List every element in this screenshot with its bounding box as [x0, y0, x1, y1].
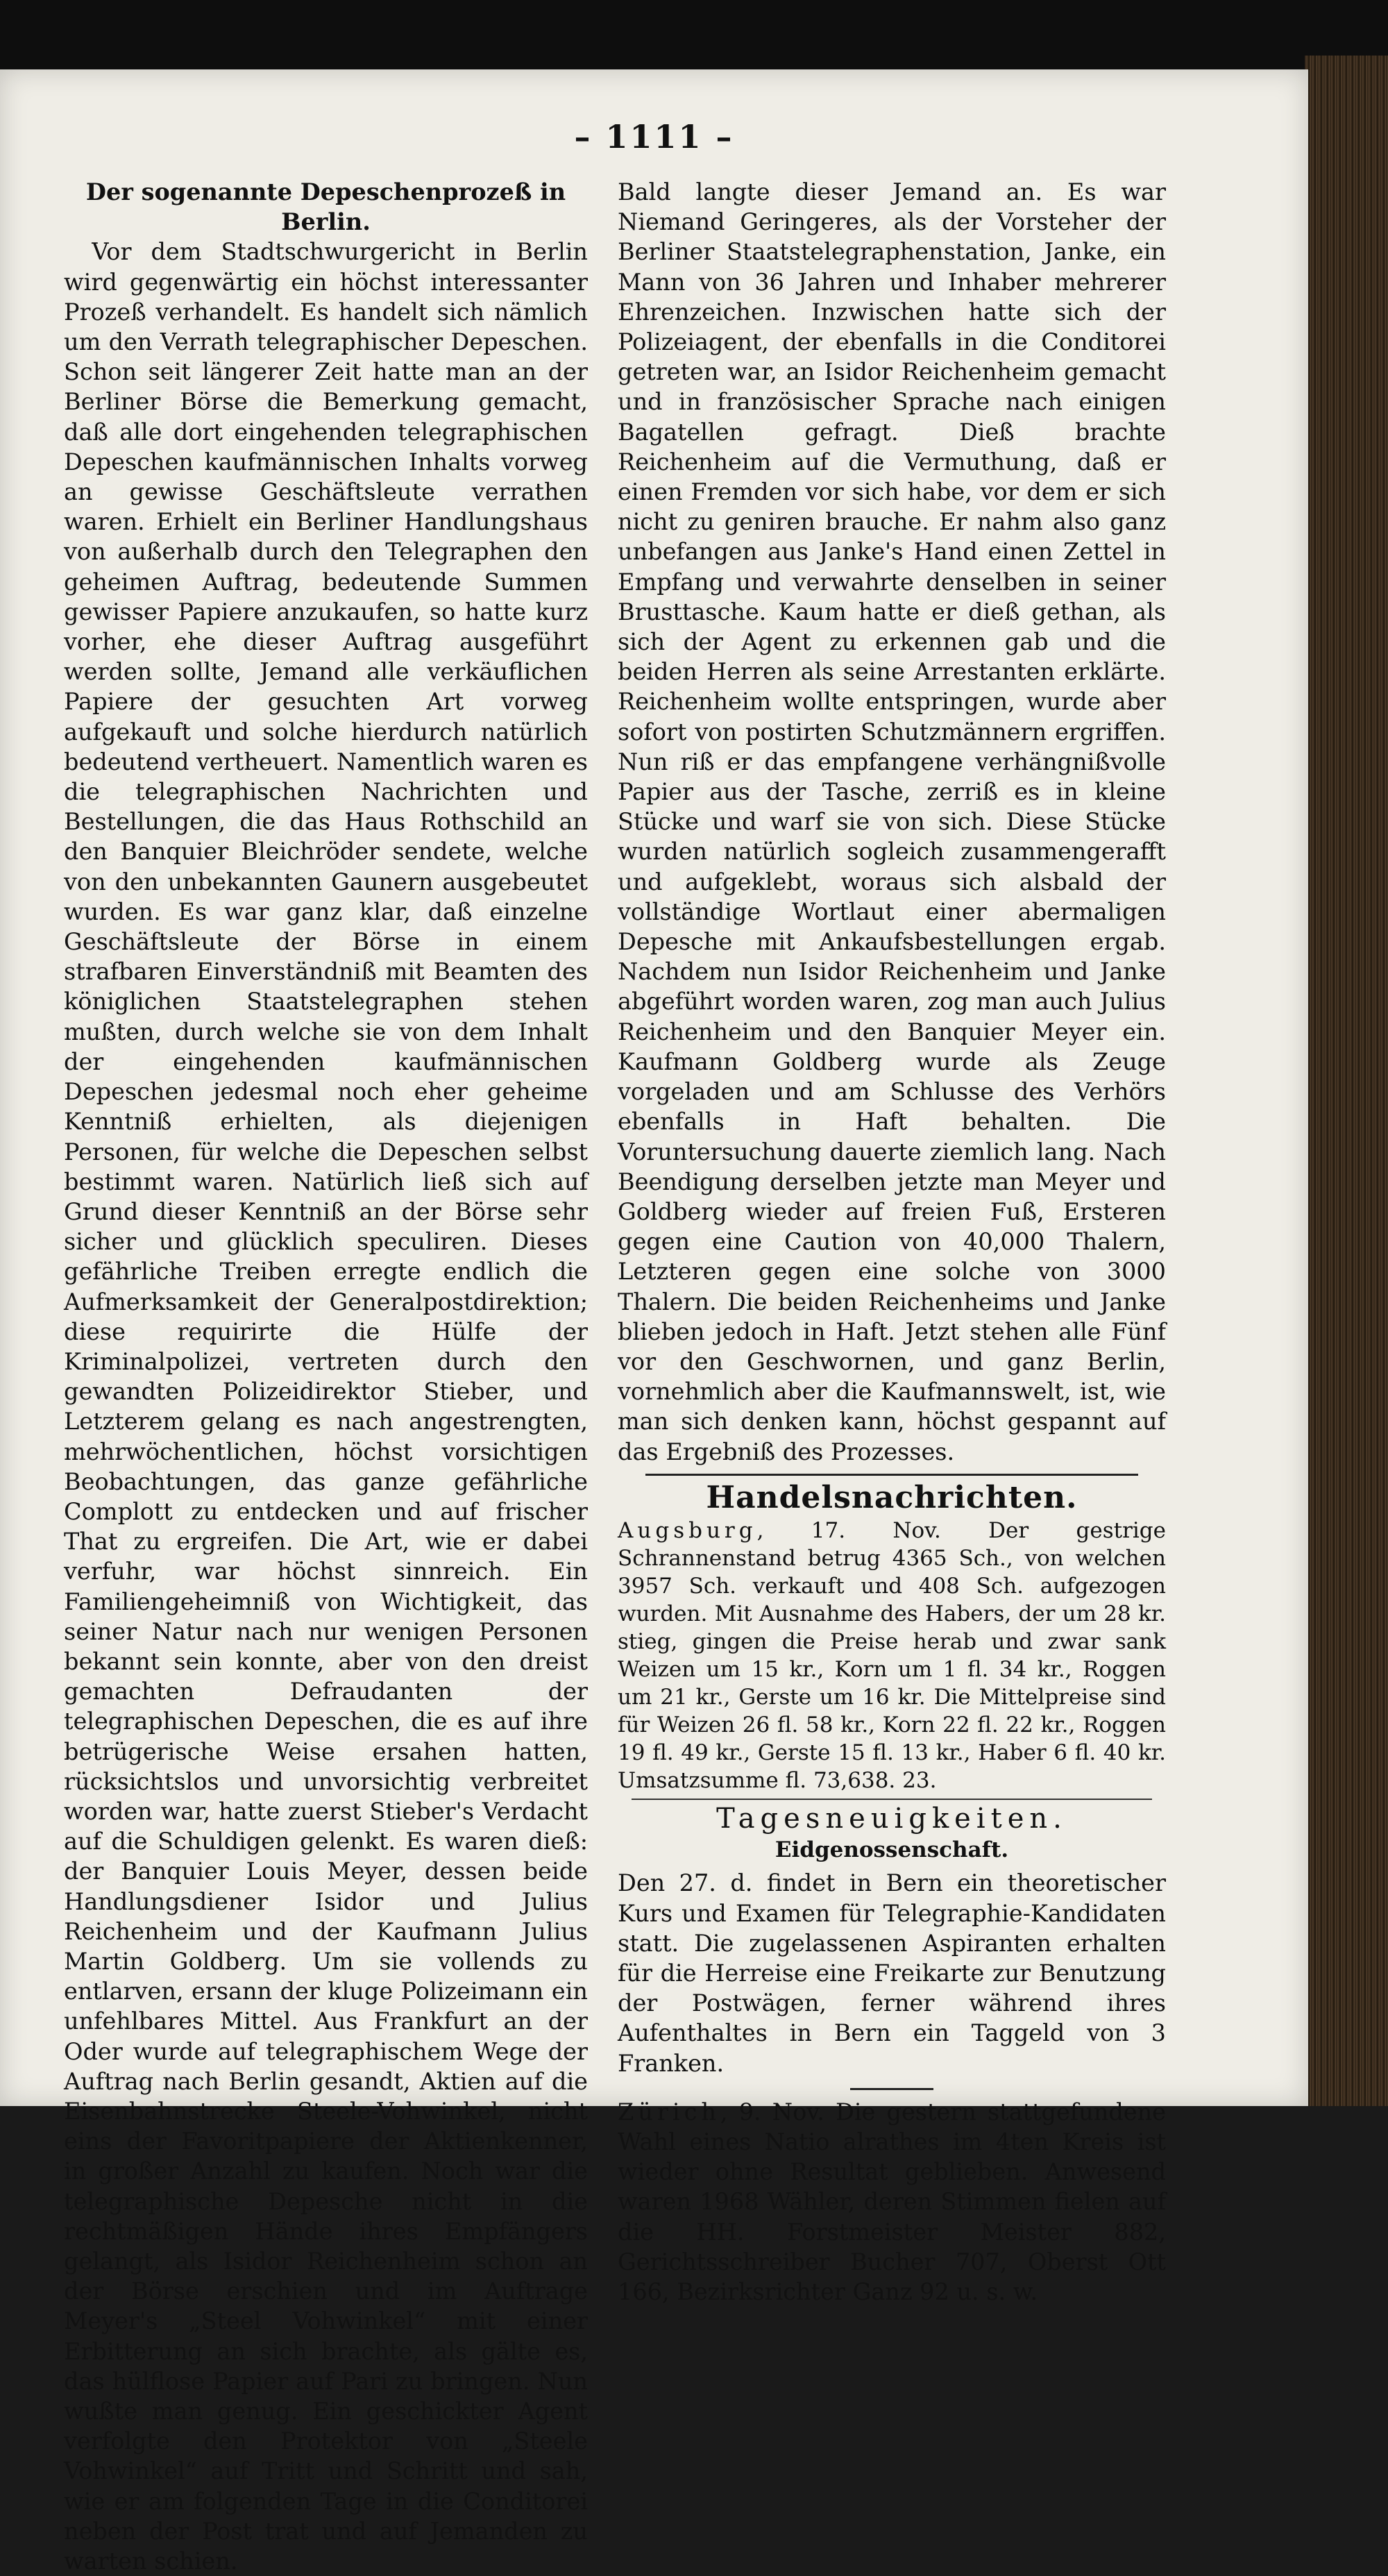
section-divider — [632, 1799, 1152, 1800]
news-text: , 9. Nov. Die gestern stattgefundene Wahl eines Natio alrathes im 4ten Kreis ist wieder ohne Resultat geblieben. Anwesend waren 1968 Wähler, deren Stimmen fielen auf die HH. Forstmeister Meister 882, Gerichtsschreiber Bucher 707, Oberst Ott 166, Bezirksrichter Ganz 92 u. s. w. — [618, 2098, 1166, 2305]
short-divider — [850, 2088, 933, 2090]
section-divider — [645, 1474, 1138, 1476]
book-spine — [1305, 56, 1388, 2106]
trade-news-heading: Handelsnachrichten. — [706, 1479, 1078, 1515]
page-number: – 1111 – — [574, 118, 734, 155]
article-body: Vor dem Stadtschwurgericht in Berlin wird gegenwärtig ein höchst interessanter Prozeß verhandelt. Es handelt sich nämlich um den Verrath telegraphischer Depeschen. Schon seit längerer Zeit hatte man an der Berliner Börse die Bemerkung gemacht, daß alle dort eingehenden telegraphischen Depeschen kaufmännischen Inhalts vorweg an gewisse Geschäftsleute verrathen waren. Erhielt ein Berliner Handlungshaus von außerhalb durch den Telegraphen den geheimen Auftrag, bedeutende Summen gewisser Papiere anzukaufen, so hatte kurz vorher, ehe dieser Auftrag ausgeführt werden sollte, Jemand alle verkäuflichen Papiere der gesuchten Art vorweg aufgekauft und solche hierdurch natürlich bedeutend vertheuert. Namentlich waren es die telegraphischen Nachrichten und Bestellungen, die das Haus Rothschild an den Banquier Bleichröder sendete, welche von den unbekannten Gaunern ausgebeutet wurden. Es war ganz klar, daß einzelne Geschäftsleute der Börse in einem strafbaren Einverständniß mit Beamten des königlichen Staatstelegraphen stehen mußten, durch welche sie von dem Inhalt der eingehenden kaufmännischen Depeschen jedesmal noch eher geheime Kenntniß erhielten, als diejenigen Personen, für welche die Depeschen selbst bestimmt waren. Natürlich ließ sich auf Grund dieser Kenntniß an der Börse sehr sicher und glücklich speculiren. Dieses gefährliche Treiben erregte endlich die Aufmerksamkeit der Generalpostdirektion; diese requirirte die Hülfe der Kriminalpolizei, vertreten durch den gewandten Polizeidirektor Stieber, und Letzterem gelang es nach angestrengten, mehrwöchentlichen, höchst vorsichtigen Beobachtungen, das ganze gefährliche Complott zu entdecken und auf frischer That zu ergreifen. Die Art, wie er dabei verfuhr, war höchst sinnreich. Ein Familiengeheimniß von Wichtigkeit, das seiner Natur nach nur wenigen Personen bekannt sein konnte, aber von den dreist gemachten Defraudanten der telegraphischen Depeschen, die es auf ihre betrügerische Weise ersahen hatten, rücksichtslos und unvorsichtig verbreitet worden war, hatte zuerst Stieber's Verdacht auf die Schuldigen gelenkt. Es waren dieß: der Banquier Louis Meyer, dessen beide Handlungsdiener Isidor und Julius Reichenheim und der Kaufmann Julius Martin Goldberg. Um sie vollends zu entlarven, ersann der kluge Polizeimann ein unfehlbares Mittel. Aus Frankfurt an der Oder wurde auf telegraphischem Wege der Auftrag nach Berlin gesandt, Aktien auf die Eisenbahnstrecke Steele-Vohwinkel, nicht eins der Favoritpapiere der Aktienkenner, in großer Anzahl zu kaufen. Noch war die telegraphische Depesche nicht in die rechtmäßigen Hände ihres Empfängers gelangt, als Isidor Reichenheim schon an der Börse erschien und im Auftrage Meyer's „Steel Vohwinkel“ mit einer Erbitterung an sich brachte, als gälte es, das hülflose Papier auf Pari zu bringen. Nun wußte man genug. Ein geschickter Agent verfolgte den Protektor von „Steele Vohwinkel“ auf Tritt und Schritt und sah, wie er am folgenden Tage in die Conditorei neben der Post trat und auf Jemanden zu warten schien. — [64, 238, 588, 2575]
news-item-zurich — [618, 2097, 1166, 2307]
news-item-bern: Den 27. d. findet in Bern ein theoretischer Kurs und Examen für Telegraphie-Kandidaten statt. Die zugelassenen Aspiranten erhalten für die Herreise eine Freikarte zur Benutzung der Postwägen, ferner während ihres Aufenthaltes in Bern ein Taggeld von 3 Franken. — [618, 1869, 1166, 2077]
scan-background-top — [0, 0, 1388, 69]
trade-news-body — [618, 1517, 1166, 1794]
daily-news-subheading: Eidgenossenschaft. — [775, 1837, 1009, 1863]
article-continuation: Bald langte dieser Jemand an. Es war Niemand Geringeres, als der Vorsteher der Berliner Staatstelegraphenstation, Janke, ein Mann von 36 Jahren und Inhaber mehrerer Ehrenzeichen. Inzwischen hatte sich der Polizeiagent, der ebenfalls in die Conditorei getreten war, an Isidor Reichenheim gemacht und in französischer Sprache nach einigen Bagatellen gefragt. Dieß brachte Reichenheim auf die Vermuthung, daß er einen Fremden vor sich habe, vor dem er sich nicht zu geniren brauche. Er nahm also ganz unbefangen aus Janke's Hand einen Zettel in Empfang und verwahrte denselben in seiner Brusttasche. Kaum hatte er dieß gethan, als sich der Agent zu erkennen gab und die beiden Herren als seine Arrestanten erklärte. Reichenheim wollte entspringen, wurde aber sofort von postirten Schutzmännern ergriffen. Nun riß er das empfangene verhängnißvolle Papier aus der Tasche, zerriß es in kleine Stücke und warf sie von sich. Diese Stücke wurden natürlich sogleich zusammengerafft und aufgeklebt, woraus sich alsbald der vollständige Wortlaut einer abermaligen Depesche mit Ankaufsbestellungen ergab. Nachdem nun Isidor Reichenheim und Janke abgeführt worden waren, zog man auch Julius Reichenheim und den Banquier Meyer ein. Kaufmann Goldberg wurde als Zeuge vorgeladen und am Schlusse des Verhörs ebenfalls in Haft behalten. Die Voruntersuchung dauerte ziemlich lang. Nach Beendigung derselben jetzte man Meyer und Goldberg wieder auf freien Fuß, Ersteren gegen eine Caution von 40,000 Thalern, Letzteren gegen eine solche von 3000 Thalern. Die beiden Reichenheims und Janke blieben jedoch in Haft. Jetzt stehen alle Fünf vor den Geschwornen, und ganz Berlin, vornehmlich aber die Kaufmannswelt, ist, wie man sich denken kann, höchst gespannt auf das Ergebniß des Prozesses. — [618, 178, 1166, 1465]
trade-text: , 17. Nov. Der gestrige Schrannenstand betrug 4365 Sch., von welchen 3957 Sch. verkauft und 408 Sch. aufgezogen wurden. Mit Ausnahme des Habers, der um 28 kr. stieg, gingen die Preise herab und zwar sank Weizen um 15 kr., Korn um 1 fl. 34 kr., Roggen um 21 kr., Gerste um 16 kr. Die Mittelpreise sind für Weizen 26 fl. 58 kr., Korn 22 fl. 22 kr., Roggen 19 fl. 49 kr., Gerste 15 fl. 13 kr., Haber 6 fl. 40 kr. Umsatzsumme fl. 73,638. 23. — [618, 1517, 1166, 1793]
left-column — [64, 177, 588, 2576]
daily-news-heading: Tagesneuigkeiten. — [716, 1802, 1067, 1835]
newspaper-page — [0, 69, 1308, 2575]
trade-place: Augsburg — [618, 1517, 757, 1543]
right-column — [618, 177, 1166, 2307]
news-place: Zürich — [618, 2098, 720, 2125]
article-heading: Der sogenannte Depeschenprozeß in Berlin. — [85, 178, 566, 236]
